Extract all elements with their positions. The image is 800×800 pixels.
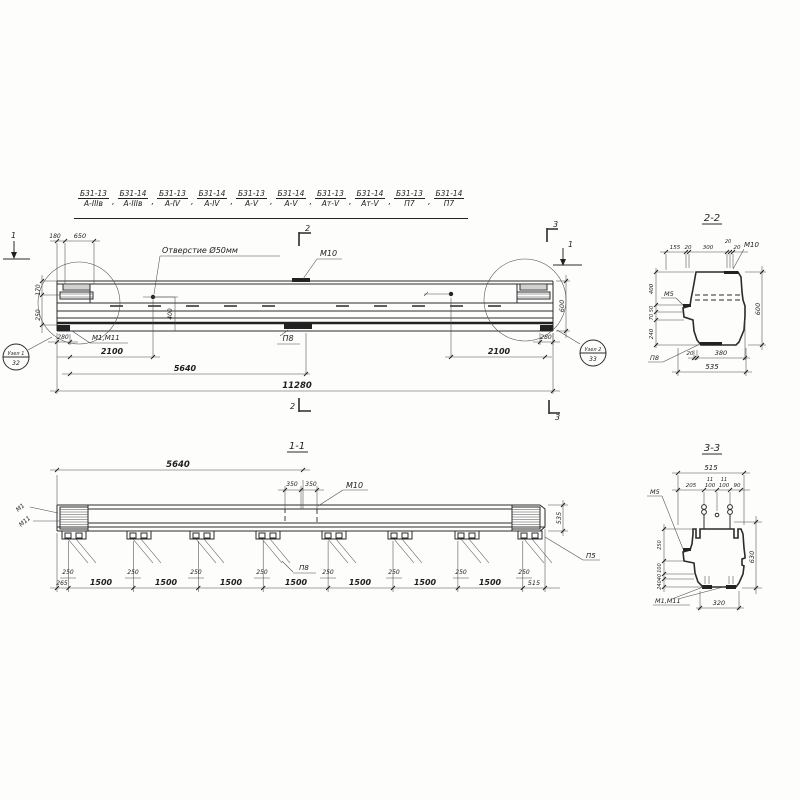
- dim-250-row: [60, 569, 532, 578]
- plate-m5: [683, 304, 691, 307]
- dim-600: 600: [754, 302, 762, 316]
- mark-denominator: А-IIIв: [84, 199, 103, 209]
- hidden-lines: [695, 295, 741, 300]
- m5-leader: [661, 298, 683, 305]
- dim-250: 250: [322, 569, 334, 576]
- dim-1500: 1500: [348, 578, 372, 587]
- dim: 50: [649, 305, 655, 313]
- plate-m11: [726, 585, 736, 589]
- end-plate: [520, 284, 547, 290]
- node-sheet: 33: [589, 356, 597, 363]
- mark-numerator: Б31-14: [198, 189, 226, 198]
- plate-p8-bottom: [284, 324, 312, 329]
- end-plate: [63, 284, 90, 290]
- mark-numerator: Б31-14: [435, 189, 463, 198]
- dim-630: 630: [748, 550, 756, 564]
- mark-numerator: Б31-14: [119, 189, 147, 198]
- mark-numerator: Б31-13: [80, 189, 107, 198]
- hatch-lines: [63, 286, 90, 288]
- separator: ,: [388, 197, 391, 207]
- plate-p8: [700, 342, 722, 346]
- hole-axis: [424, 292, 451, 296]
- plate-m5: [683, 548, 691, 551]
- label-leaders: [30, 507, 60, 521]
- separator: ,: [151, 197, 154, 207]
- view-arrow-1-right: [553, 240, 582, 266]
- section-mark-3-top: [547, 220, 558, 242]
- dim: 300: [702, 245, 714, 251]
- dim: 20: [724, 239, 732, 245]
- m10-label: М10: [320, 249, 338, 258]
- mark-denominator: А-IV: [204, 199, 220, 209]
- section-mark-2-bottom: [290, 398, 311, 412]
- plate-groups: [62, 531, 542, 539]
- m11-label: М11: [17, 514, 33, 529]
- view-arrow-1-left: [3, 231, 30, 259]
- dim: 100: [657, 563, 663, 573]
- mark-numerator: Б31-14: [277, 189, 305, 198]
- node-callout-2: [580, 340, 606, 366]
- mark-numerator: Б31-13: [396, 189, 423, 198]
- section-outline: [683, 272, 745, 345]
- dim-20: 20: [686, 351, 694, 357]
- separator: ,: [309, 197, 312, 207]
- dim-5640: 5640: [166, 460, 190, 470]
- mark-numerator: Б31-13: [238, 189, 265, 198]
- detail-circle-right: [484, 259, 566, 341]
- dim: 400: [649, 283, 655, 295]
- node-callout-1: [3, 344, 29, 370]
- support-plate: [540, 325, 553, 331]
- dim-350: 350: [305, 481, 317, 488]
- plate-m10-top: [292, 278, 310, 282]
- section-mark-2-top: [299, 224, 311, 246]
- dim-lines: [656, 268, 699, 348]
- hole-leader: [154, 256, 280, 294]
- dim: 90: [733, 483, 741, 489]
- dim-280-left: 280: [57, 334, 69, 341]
- dim: 240: [657, 580, 663, 590]
- dim-515: 515: [527, 579, 541, 587]
- dim: 205: [685, 483, 697, 489]
- separator: ,: [111, 197, 115, 207]
- support-plate: [57, 325, 70, 331]
- dim-250: 250: [127, 569, 139, 576]
- dim-1500: 1500: [154, 578, 178, 587]
- dim-ticks: [55, 340, 555, 344]
- end-plate: [60, 292, 93, 299]
- hatch-lines: [60, 294, 93, 297]
- dim-180: 180: [49, 233, 61, 240]
- dim-1500: 1500: [413, 578, 437, 587]
- mark-denominator: Ат-V: [321, 199, 340, 209]
- m5-label: М5: [664, 290, 674, 298]
- dim-350: 350: [286, 481, 298, 488]
- m5-label: М5: [650, 488, 660, 496]
- plan-left-anchor-block: [60, 507, 88, 529]
- dim-1500: 1500: [478, 578, 502, 587]
- separator: ,: [190, 197, 194, 207]
- dim-400: 400: [167, 308, 174, 320]
- dim-515: 515: [704, 464, 718, 472]
- dim-380: 380: [714, 349, 728, 357]
- dim: 20: [733, 245, 741, 251]
- dim-lines: [660, 252, 748, 270]
- dim: 100: [704, 483, 716, 489]
- dim: 70: [649, 313, 655, 321]
- dim: 20: [684, 245, 692, 251]
- dim-2100-right: 2100: [487, 347, 511, 356]
- p8-label: П8: [282, 334, 294, 343]
- dim-320: 320: [712, 599, 726, 607]
- m10-label: М10: [744, 241, 759, 249]
- dim: 250: [657, 540, 663, 550]
- dim-small: 11: [706, 477, 714, 483]
- node-sheet: 32: [12, 360, 20, 367]
- dim-535: 535: [705, 363, 719, 371]
- m1m11-label: М1,М11: [92, 334, 120, 342]
- dim-250: 250: [62, 569, 74, 576]
- dim-250: 250: [388, 569, 400, 576]
- plate-m10-hidden: [285, 509, 317, 523]
- node-name: Узел 1: [7, 351, 25, 357]
- dim-lines: [50, 470, 310, 509]
- mark-1: 1: [11, 231, 17, 240]
- plan-view: [15, 441, 600, 592]
- mark-denominator: Ат-V: [361, 199, 379, 209]
- hole-label: Отверстие Ø50мм: [162, 246, 238, 255]
- node-name: Узел 2: [584, 347, 602, 353]
- mark-numerator: Б31-13: [159, 189, 186, 198]
- section-title: 2-2: [703, 213, 721, 224]
- mark-denominator: А-IIIв: [123, 199, 143, 209]
- p5-label: П5: [586, 552, 596, 560]
- dim-1500: 1500: [89, 578, 113, 587]
- mark-denominator: П7: [404, 199, 415, 209]
- section-3-3: [647, 443, 762, 610]
- dim-1500: 1500: [219, 578, 243, 587]
- mark-denominator: А-V: [244, 199, 258, 209]
- dim-lines: [50, 241, 100, 284]
- dim: 240: [649, 328, 655, 340]
- elevation-view: [3, 220, 606, 422]
- dim-small: 11: [720, 477, 728, 483]
- plate-leaders: [68, 539, 552, 563]
- dim-lines: [50, 298, 560, 394]
- end-plate: [517, 292, 550, 299]
- separator: ,: [348, 197, 352, 207]
- p8-label: П8: [650, 354, 660, 362]
- dim-2100-left: 2100: [100, 347, 124, 356]
- mark-denominator: П7: [443, 199, 455, 209]
- separator: ,: [269, 197, 273, 207]
- m1m11-label: М1,М11: [655, 597, 681, 605]
- dim-265: 265: [56, 580, 68, 587]
- mark-3: 3: [553, 220, 559, 229]
- dim-650: 650: [73, 232, 87, 240]
- mark-numerator: Б31-13: [317, 189, 344, 198]
- plan-title: 1-1: [288, 441, 306, 452]
- mark-2: 2: [290, 402, 296, 411]
- dim-1500: 1500: [284, 578, 308, 587]
- mark-denominator: А-IV: [164, 199, 181, 209]
- plan-right-anchor-block: [512, 507, 540, 529]
- mark-1: 1: [568, 240, 574, 249]
- dim-11280: 11280: [282, 381, 312, 391]
- mark-numerator: Б31-14: [356, 189, 384, 198]
- hatch-lines: [520, 286, 547, 288]
- mark-2: 2: [305, 224, 311, 233]
- section-mark-3-bottom: [549, 400, 560, 422]
- dim-250: 250: [35, 309, 42, 321]
- m5-leader: [647, 496, 683, 549]
- dim-5640: 5640: [173, 364, 197, 373]
- bottom-slots: [705, 576, 733, 584]
- dim-250: 250: [455, 569, 467, 576]
- m10-label: М10: [346, 481, 364, 490]
- dim-250: 250: [518, 569, 530, 576]
- dim-280-right: 280: [540, 334, 552, 341]
- plate-m10: [724, 271, 738, 274]
- dim: 40: [657, 573, 663, 581]
- m10-leader: [303, 259, 342, 279]
- m1-label: М1: [14, 502, 27, 514]
- dim-250: 250: [190, 569, 202, 576]
- dim-170: 170: [35, 284, 42, 296]
- hatch-lines: [517, 294, 550, 297]
- plate-m1: [702, 585, 712, 589]
- p8-label: П8: [299, 564, 309, 572]
- section-outline: [683, 529, 745, 587]
- dim-250: 250: [256, 569, 268, 576]
- mark-3: 3: [555, 413, 561, 422]
- dim-lines: [672, 490, 750, 511]
- dim-535: 535: [555, 511, 563, 525]
- section-title: 3-3: [703, 443, 721, 454]
- separator: ,: [427, 197, 431, 207]
- dim: 100: [718, 483, 730, 489]
- dim: 155: [669, 245, 681, 251]
- dim-600: 600: [558, 299, 566, 313]
- mark-denominator: А-V: [284, 199, 298, 209]
- section-2-2: [648, 213, 766, 376]
- m10-leader: [318, 490, 368, 506]
- separator: ,: [230, 197, 233, 207]
